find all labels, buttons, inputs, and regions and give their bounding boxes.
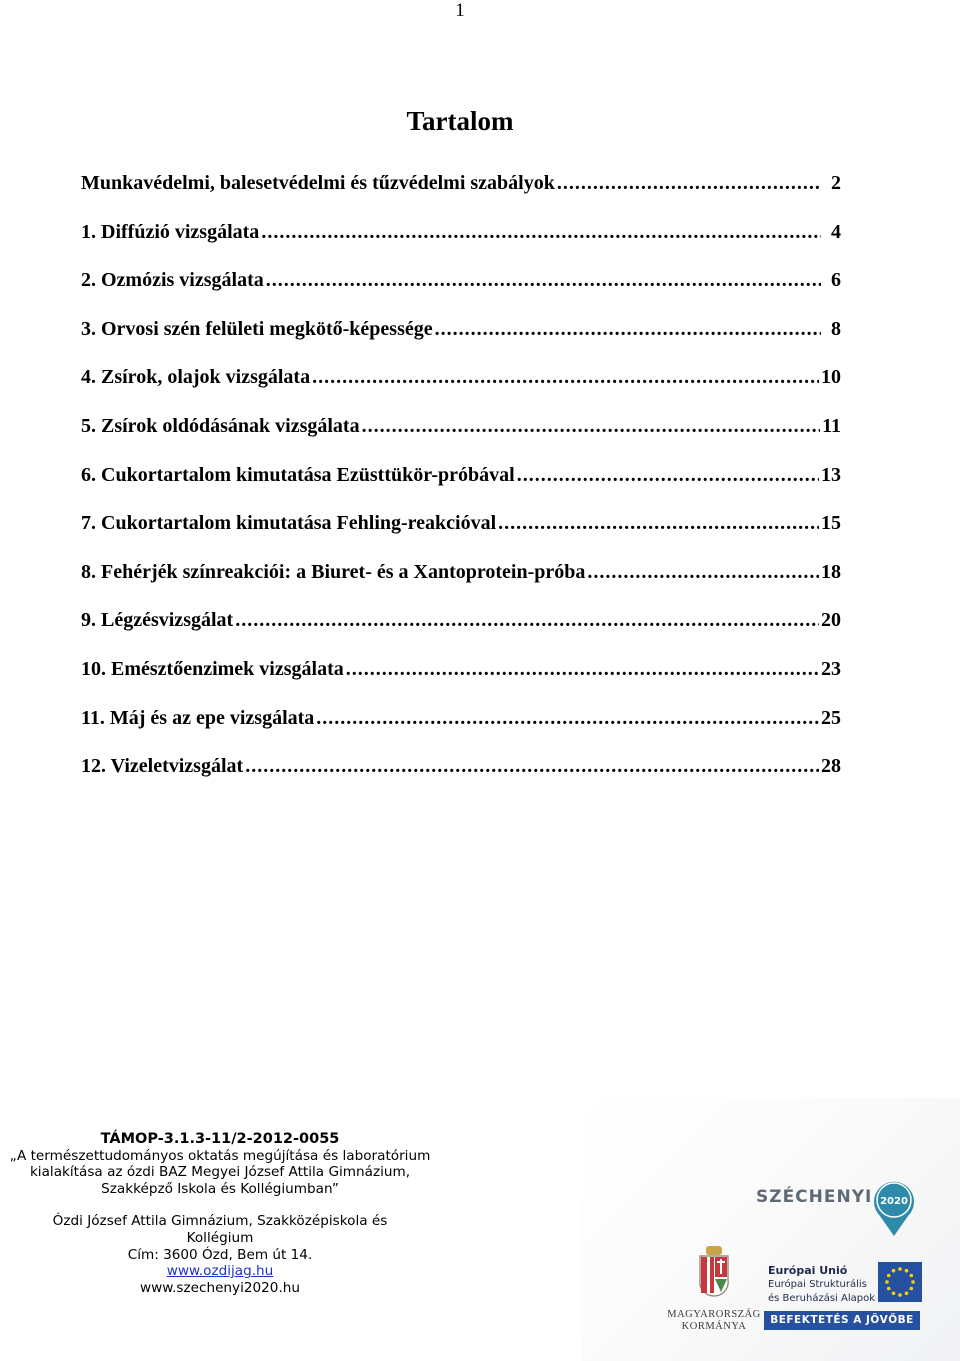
toc-entry-page: 25 bbox=[821, 706, 841, 729]
gov-line: MAGYARORSZÁG bbox=[667, 1309, 761, 1320]
toc-dot-leader bbox=[498, 512, 819, 535]
toc-entry[interactable] bbox=[81, 561, 841, 610]
hungarian-government-logo bbox=[666, 1309, 762, 1333]
toc-dot-leader bbox=[316, 707, 819, 730]
toc-entry[interactable] bbox=[81, 609, 841, 658]
toc-entry-label: 5. Zsírok oldódásának vizsgálata bbox=[81, 414, 360, 437]
eu-flag-icon bbox=[878, 1262, 922, 1302]
school-name-line: Ózdi József Attila Gimnázium, Szakközépiskola és bbox=[52, 1213, 388, 1230]
toc-entry-label: Munkavédelmi, balesetvédelmi és tűzvédelmi szabályok bbox=[81, 172, 555, 194]
toc-dot-leader bbox=[557, 172, 821, 195]
szechenyi-website: www.szechenyi2020.hu bbox=[139, 1279, 301, 1296]
toc-entry-page: 13 bbox=[821, 463, 841, 486]
toc-entry-page: 20 bbox=[821, 609, 841, 632]
szechenyi-logo-text: SZÉCHENYI bbox=[756, 1187, 873, 1207]
table-of-contents bbox=[81, 172, 841, 804]
toc-dot-leader bbox=[346, 658, 819, 681]
toc-entry[interactable] bbox=[81, 269, 841, 318]
toc-entry-page: 10 bbox=[821, 366, 841, 389]
toc-entry-label: 4. Zsírok, olajok vizsgálata bbox=[81, 366, 311, 389]
toc-dot-leader bbox=[312, 366, 819, 389]
toc-entry-page: 8 bbox=[831, 317, 841, 340]
project-code: TÁMOP-3.1.3-11/2-2012-0055 bbox=[100, 1131, 340, 1147]
project-description-line: Szakképző Iskola és Kollégiumban” bbox=[101, 1180, 339, 1197]
school-name-line: Kollégium bbox=[186, 1229, 254, 1246]
toc-dot-leader bbox=[435, 318, 821, 341]
szechenyi-year: 2020 bbox=[880, 1196, 908, 1207]
toc-entry-page: 18 bbox=[821, 560, 841, 583]
toc-entry-page: 2 bbox=[831, 172, 841, 194]
toc-entry-page: 11 bbox=[822, 414, 841, 437]
toc-entry[interactable] bbox=[81, 755, 841, 804]
toc-entry-label: 10. Emésztőenzimek vizsgálata bbox=[81, 657, 344, 680]
eu-line: Európai Strukturális bbox=[768, 1279, 867, 1290]
toc-entry[interactable] bbox=[81, 415, 841, 464]
school-address: Cím: 3600 Ózd, Bem út 14. bbox=[127, 1246, 313, 1263]
toc-entry-label: 3. Orvosi szén felületi megkötő-képessége bbox=[81, 317, 433, 340]
toc-entry-label: 9. Légzésvizsgálat bbox=[81, 609, 234, 632]
toc-entry-page: 23 bbox=[821, 657, 841, 680]
toc-entry-label: 12. Vizeletvizsgálat bbox=[81, 755, 244, 778]
toc-entry[interactable] bbox=[81, 512, 841, 561]
toc-dot-leader bbox=[245, 755, 819, 778]
toc-entry-label: 6. Cukortartalom kimutatása Ezüsttükör-próbával bbox=[81, 463, 515, 486]
toc-entry[interactable] bbox=[81, 464, 841, 513]
toc-dot-leader bbox=[517, 464, 819, 487]
school-website-link[interactable]: www.ozdijag.hu bbox=[166, 1263, 274, 1280]
toc-dot-leader bbox=[235, 609, 819, 632]
toc-dot-leader bbox=[266, 269, 821, 292]
eu-line: és Beruházási Alapok bbox=[768, 1293, 876, 1304]
toc-entry[interactable] bbox=[81, 318, 841, 367]
eu-title: Európai Unió bbox=[768, 1264, 848, 1277]
toc-entry[interactable] bbox=[81, 221, 841, 270]
invest-slogan-banner: BEFEKTETÉS A JÖVŐBE bbox=[764, 1311, 920, 1330]
project-description-line: „A természettudományos oktatás megújítása és laboratórium bbox=[9, 1147, 431, 1164]
toc-entry-label: 7. Cukortartalom kimutatása Fehling-reakcióval bbox=[81, 512, 497, 535]
gov-line: KORMÁNYA bbox=[681, 1321, 747, 1332]
toc-entry-label: 11. Máj és az epe vizsgálata bbox=[81, 706, 315, 729]
toc-dot-leader bbox=[587, 561, 819, 584]
toc-entry[interactable] bbox=[81, 658, 841, 707]
toc-entry-page: 4 bbox=[831, 220, 841, 243]
toc-entry-page: 6 bbox=[831, 269, 841, 292]
szechenyi-2020-badge-icon bbox=[872, 1180, 916, 1238]
toc-entry-page: 28 bbox=[821, 755, 841, 778]
footer-info bbox=[0, 1131, 440, 1296]
toc-entry[interactable] bbox=[81, 172, 841, 221]
page-title: Tartalom bbox=[406, 106, 514, 136]
toc-entry-label: 1. Diffúzió vizsgálata bbox=[81, 220, 260, 243]
hungarian-coat-of-arms-icon bbox=[686, 1246, 742, 1308]
toc-entry-label: 8. Fehérjék színreakciói: a Biuret- és a Xantoprotein-próba bbox=[81, 560, 586, 583]
toc-dot-leader bbox=[261, 221, 821, 244]
eu-funds-text bbox=[768, 1264, 878, 1306]
toc-entry-page: 15 bbox=[821, 512, 841, 535]
project-description-line: kialakítása az ózdi BAZ Megyei József Attila Gimnázium, bbox=[29, 1164, 411, 1181]
toc-entry[interactable] bbox=[81, 366, 841, 415]
toc-entry-label: 2. Ozmózis vizsgálata bbox=[81, 269, 264, 292]
page-number: 1 bbox=[455, 0, 465, 21]
toc-dot-leader bbox=[362, 415, 821, 438]
toc-entry[interactable] bbox=[81, 707, 841, 756]
